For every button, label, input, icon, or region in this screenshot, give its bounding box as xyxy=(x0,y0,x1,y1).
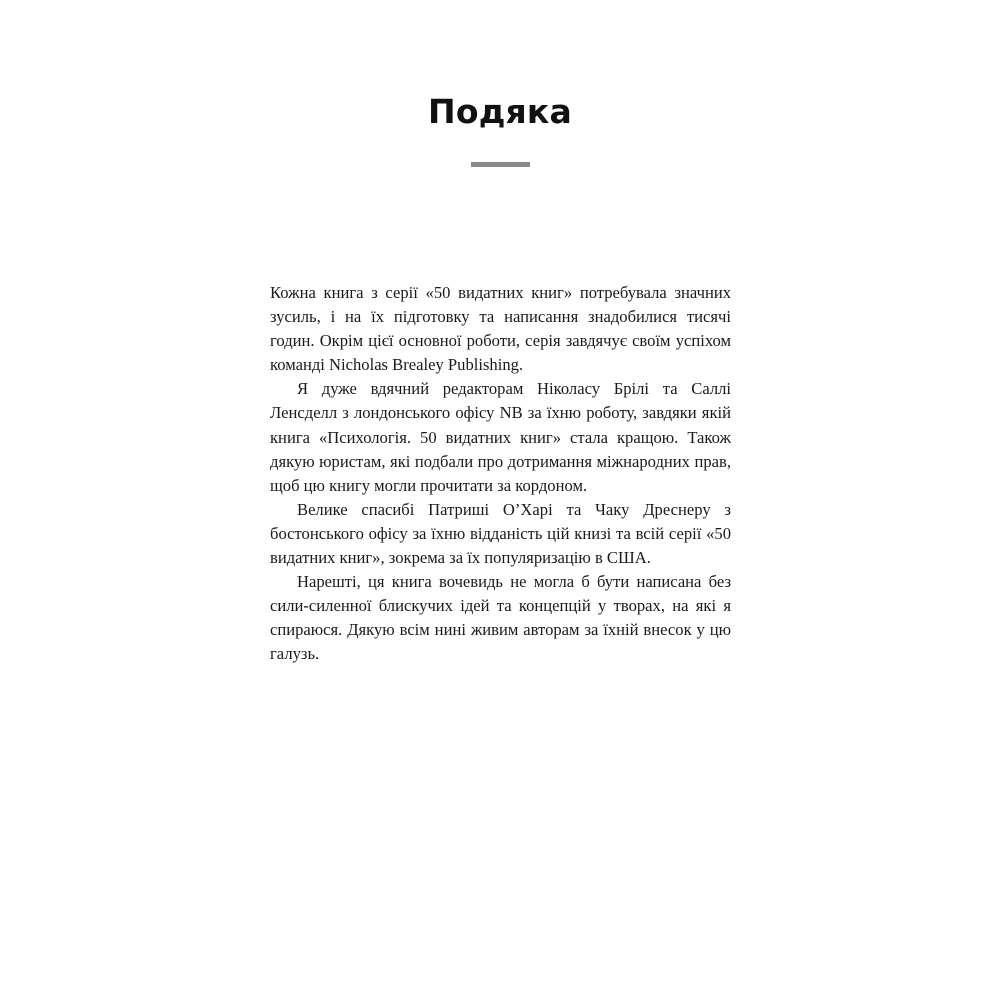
title-divider xyxy=(471,162,530,167)
acknowledgements-text xyxy=(270,281,731,667)
paragraph-3: Велике спасибі Патриші О’Харі та Чаку Дреснеру з бостонського офісу за їхню відданість цій книзі та всій серії «50 видатних книг», зокрема за їх популяризацію в США. xyxy=(270,499,731,568)
paragraph-4: Нарешті, ця книга вочевидь не могла б бути написана без сили-силенної блискучих ідей та концепцій у творах, на які я спираюся. Дякую всім нині живим авторам за їхній внесок у цю галузь. xyxy=(270,572,731,664)
paragraph-1: Кожна книга з серії «50 видатних книг» потребувала значних зусиль, і на їх підготовку та написання знадобилися тисячі годин. Окрім цієї основної роботи, серія завдячує своїм успіхом команді Nicholas Brealey Publishing. xyxy=(270,283,731,375)
paragraph-2: Я дуже вдячний редакторам Ніколасу Брілі та Саллі Ленсделл з лондонського офісу NB за їхню роботу, завдяки якій книга «Психологія. 50 видатних книг» стала кращою. Також дякую юристам, які подбали про дотримання міжнародних прав, щоб цю книгу могли прочитати за кордоном. xyxy=(270,379,731,495)
page-title: Подяка xyxy=(428,92,572,131)
